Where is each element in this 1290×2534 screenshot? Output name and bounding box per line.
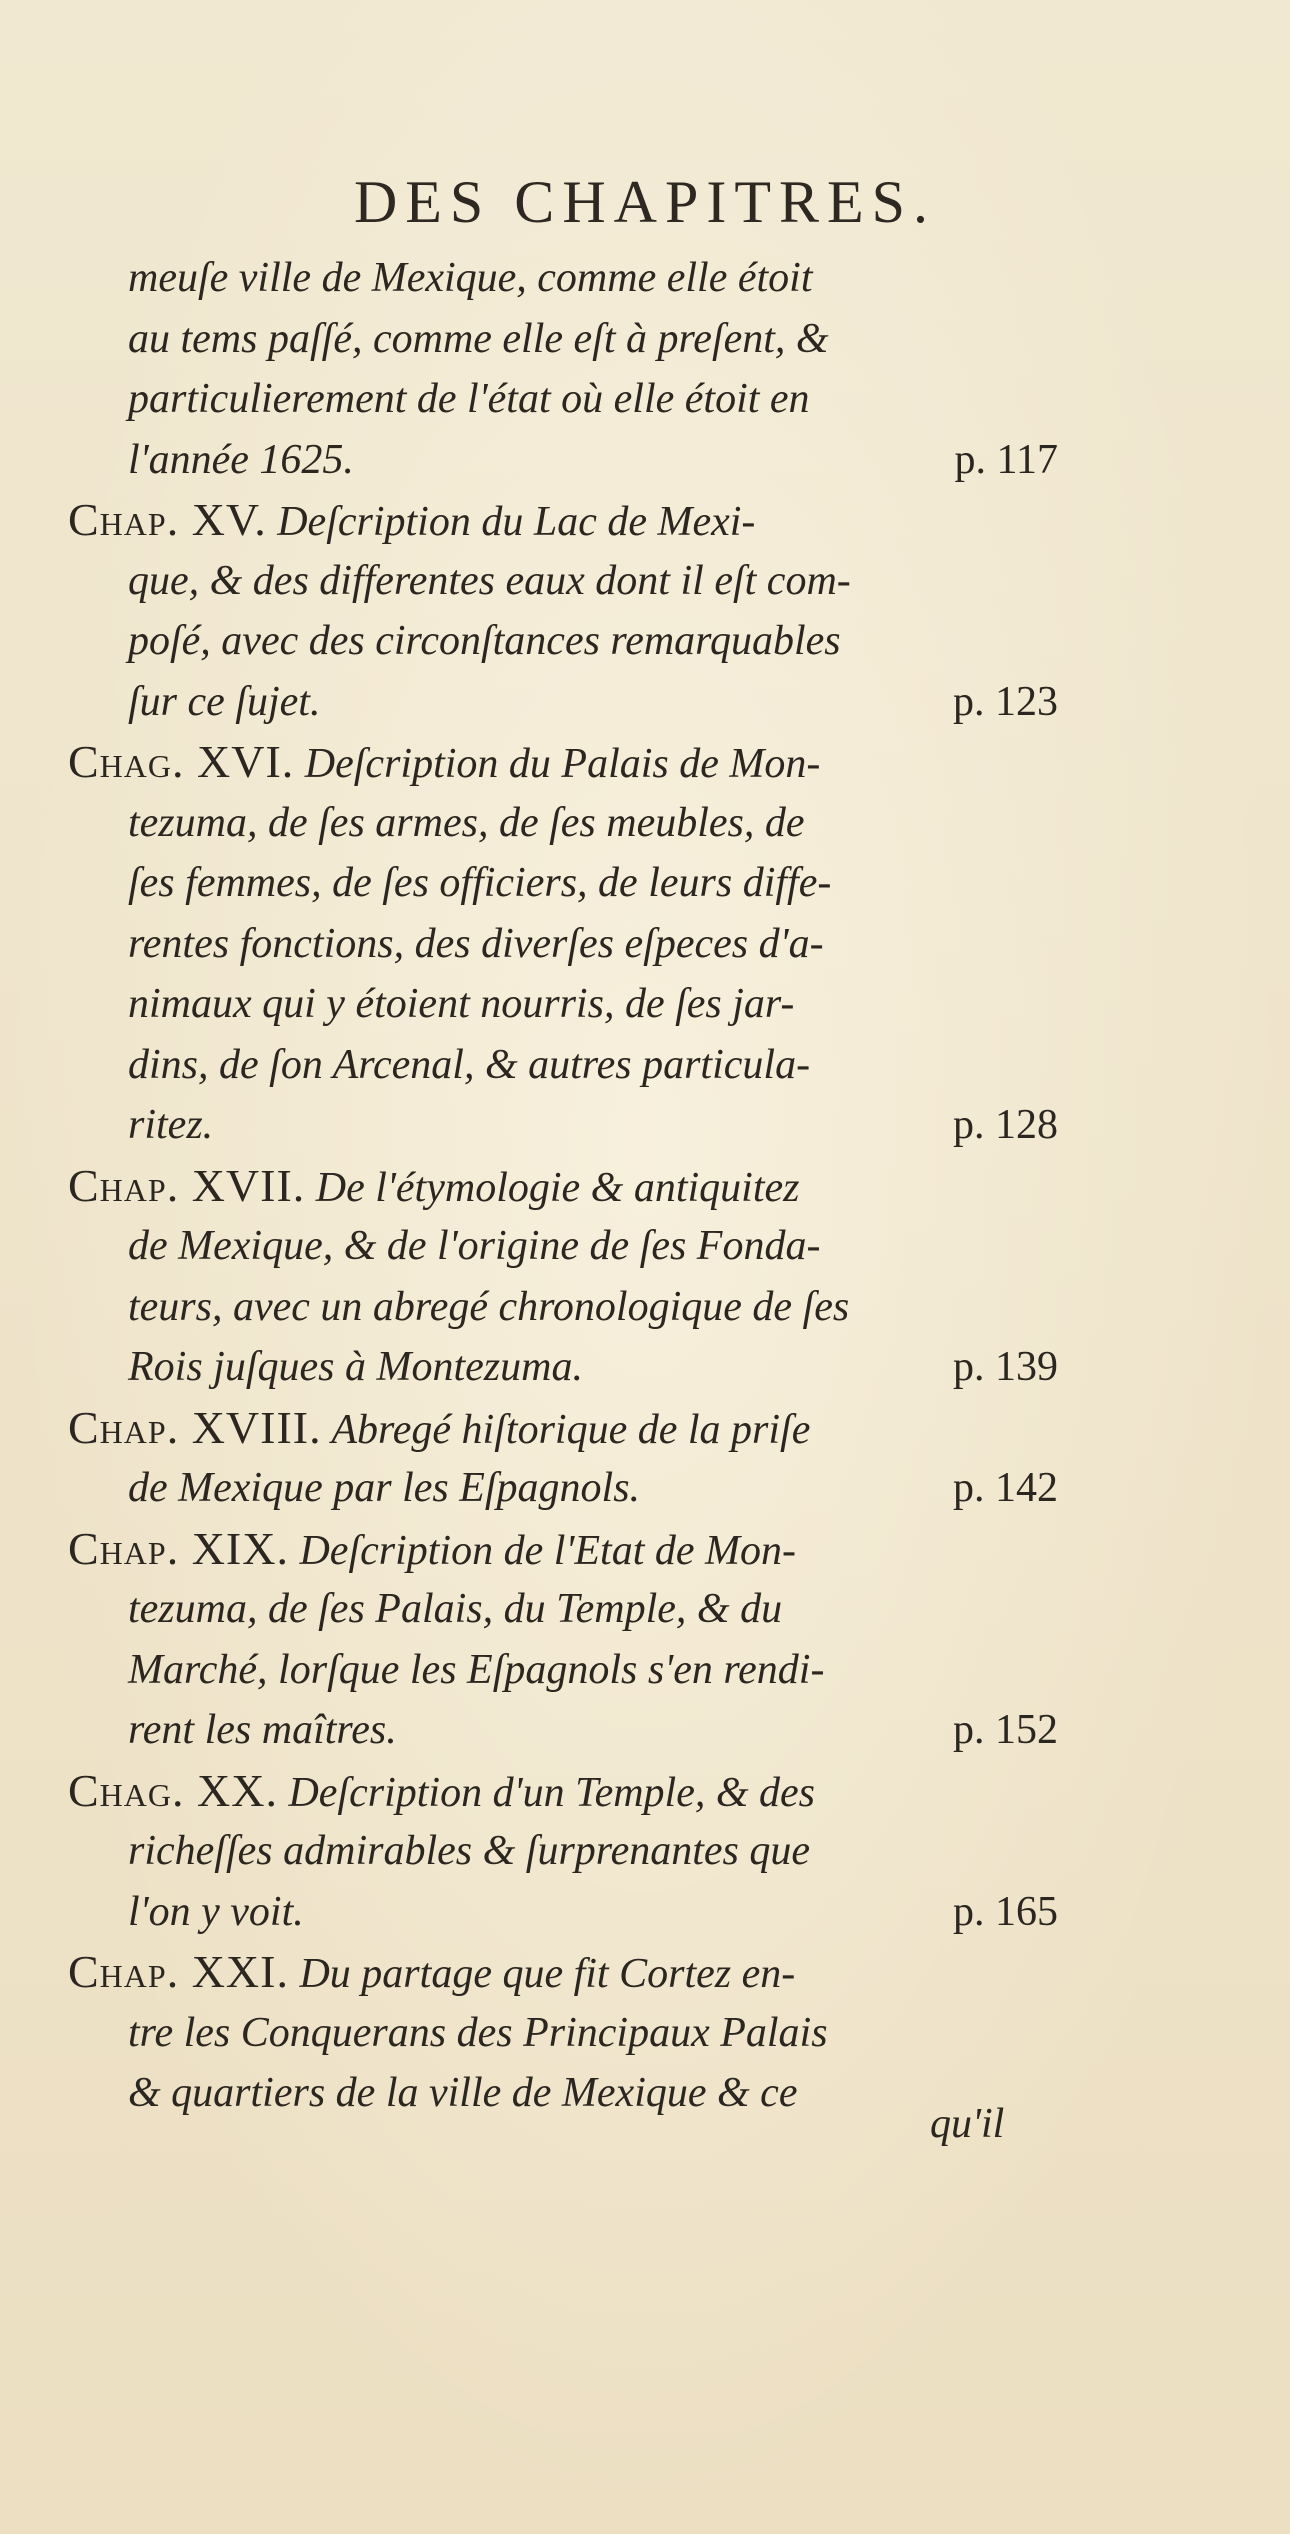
- page-reference: p. 165: [953, 1888, 1058, 1935]
- toc-line-text: Deſcription de l'Etat de Mon-: [288, 1527, 797, 1574]
- chapter-number: Chap. XVII.: [68, 1159, 306, 1211]
- toc-line-text: Du partage que fit Cortez en-: [288, 1951, 796, 1997]
- toc-line: [68, 732, 1058, 793]
- toc-line: [68, 793, 1058, 854]
- toc-line: [68, 2003, 1058, 2064]
- toc-line: [68, 1337, 1058, 1398]
- toc-line: [68, 672, 1058, 733]
- chapter-number: Chap. XVIII.: [68, 1401, 322, 1453]
- catchword: qu'il: [930, 2101, 1005, 2147]
- page-reference: p. 128: [953, 1102, 1058, 1148]
- toc-line-text: & quartiers de la ville de Mexique & ce: [128, 2070, 798, 2116]
- toc-line-text: tezuma, de ſes Palais, du Temple, & du: [128, 1586, 783, 1632]
- toc-line-text: ſes femmes, de ſes officiers, de leurs diffe-: [128, 860, 832, 906]
- toc-line-text: poſé, avec des circonſtances remarquables: [128, 618, 841, 664]
- toc-line: [68, 369, 1058, 430]
- toc-line-text: Rois juſques à Montezuma.: [128, 1344, 583, 1390]
- page-reference: p. 117: [954, 436, 1058, 483]
- table-of-contents: [68, 248, 1058, 2124]
- toc-line: [68, 1458, 1058, 1519]
- toc-line: [68, 974, 1058, 1035]
- toc-line-text: ſur ce ſujet.: [128, 678, 321, 725]
- toc-line-text: Marché, lorſque les Eſpagnols s'en rendi-: [128, 1646, 825, 1693]
- toc-line-text: Deſcription d'un Temple, & des: [277, 1769, 816, 1816]
- toc-line: [68, 551, 1058, 612]
- toc-line-text: particulierement de l'état où elle étoit en: [128, 376, 810, 422]
- toc-line: [68, 1640, 1058, 1701]
- toc-line-text: Abregé hiſtorique de la priſe: [321, 1406, 811, 1453]
- toc-line: [68, 1156, 1058, 1217]
- toc-line: [68, 1942, 1058, 2003]
- toc-line-text: que, & des differentes eaux dont il eſt com-: [128, 557, 851, 604]
- toc-line-text: ritez.: [128, 1102, 214, 1148]
- toc-line: [68, 1216, 1058, 1277]
- toc-line: [68, 1882, 1058, 1943]
- toc-line-text: dins, de ſon Arcenal, & autres particula-: [128, 1041, 811, 1088]
- toc-line-text: meuſe ville de Mexique, comme elle étoit: [128, 255, 813, 301]
- toc-line: [68, 1519, 1058, 1580]
- page-reference: p. 152: [953, 1707, 1058, 1753]
- toc-line-text: De l'étymologie & antiquitez: [305, 1164, 800, 1211]
- chapter-number: Chap. XXI.: [68, 1946, 289, 1997]
- toc-line-text: tre les Conquerans des Principaux Palais: [128, 2009, 828, 2056]
- page-reference: p. 139: [953, 1344, 1058, 1390]
- toc-line-text: rent les maîtres.: [128, 1707, 397, 1753]
- toc-line-text: au tems paſſé, comme elle eſt à preſent, &: [128, 315, 829, 362]
- toc-line-text: Deſcription du Palais de Mon-: [294, 741, 821, 787]
- toc-line: [68, 611, 1058, 672]
- toc-line: [68, 1398, 1058, 1459]
- toc-line-text: de Mexique par les Eſpagnols.: [128, 1465, 641, 1511]
- toc-line: [68, 1277, 1058, 1338]
- toc-line: [68, 248, 1058, 309]
- toc-line-text: de Mexique, & de l'origine de ſes Fonda-: [128, 1223, 821, 1269]
- page-reference: p. 123: [953, 678, 1058, 725]
- toc-line-text: rentes fonctions, des diverſes eſpeces d'a-: [128, 920, 824, 967]
- toc-line: [68, 1579, 1058, 1640]
- toc-line-text: teurs, avec un abregé chronologique de ſes: [128, 1283, 850, 1330]
- toc-line: [68, 914, 1058, 975]
- toc-line: [68, 853, 1058, 914]
- toc-line-text: l'on y voit.: [128, 1888, 304, 1935]
- toc-line: [68, 309, 1058, 370]
- toc-line: [68, 430, 1058, 491]
- chapter-number: Chag. XX.: [68, 1764, 278, 1816]
- toc-line-text: l'année 1625.: [128, 436, 354, 483]
- toc-line: [68, 1035, 1058, 1096]
- toc-line: [68, 490, 1058, 551]
- toc-line: [68, 1821, 1058, 1882]
- chapter-number: Chap. XV.: [68, 494, 267, 545]
- page-header: DES CHAPITRES.: [353, 169, 937, 235]
- toc-line-text: richeſſes admirables & ſurprenantes que: [128, 1828, 811, 1874]
- chapter-number: Chap. XIX.: [68, 1522, 289, 1574]
- toc-line: [68, 1095, 1058, 1156]
- toc-line: [68, 1761, 1058, 1822]
- page-reference: p. 142: [953, 1465, 1058, 1511]
- toc-line-text: nimaux qui y étoient nourris, de ſes jar-: [128, 981, 795, 1027]
- chapter-number: Chag. XVI.: [68, 736, 295, 787]
- toc-line-text: Deſcription du Lac de Mexi-: [266, 499, 756, 545]
- toc-line: [68, 1700, 1058, 1761]
- toc-line: [68, 2063, 1058, 2124]
- toc-line-text: tezuma, de ſes armes, de ſes meubles, de: [128, 799, 805, 846]
